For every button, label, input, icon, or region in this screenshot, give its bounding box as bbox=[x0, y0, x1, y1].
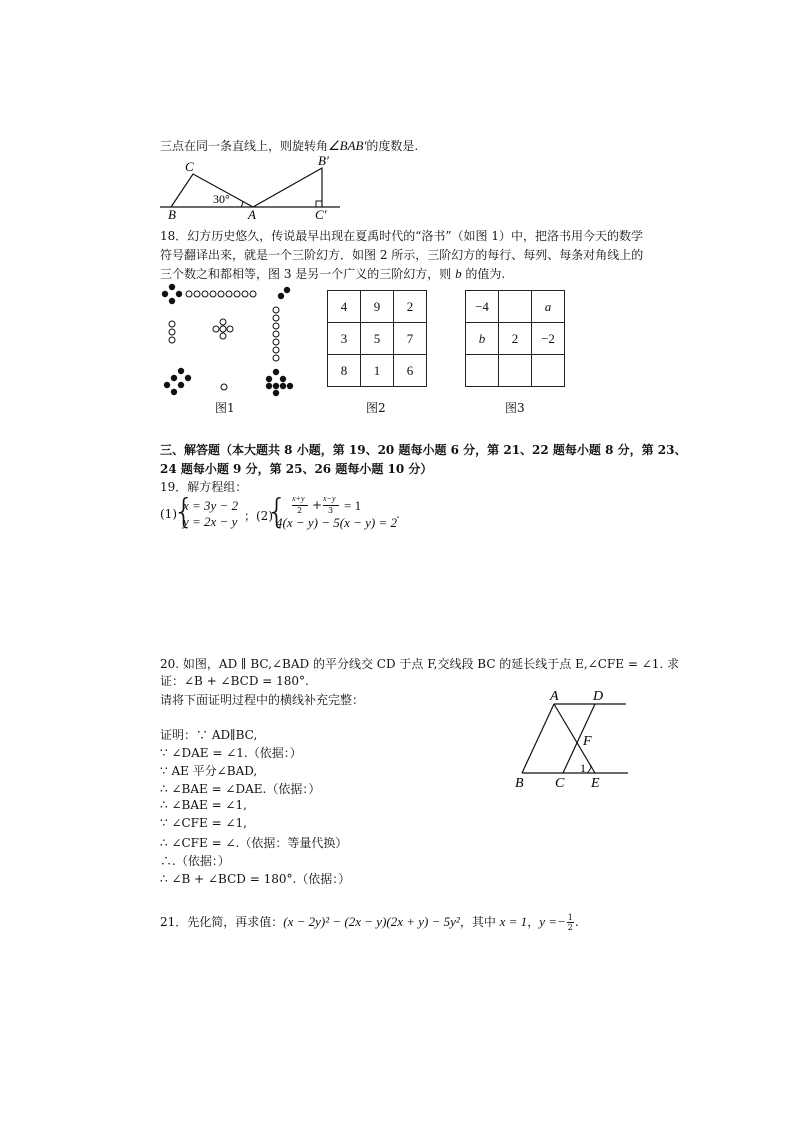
q20-line2: 证：∠B + ∠BCD = 180°. bbox=[160, 674, 309, 688]
q20-label-F: F bbox=[583, 734, 592, 749]
grid3-cell: b bbox=[466, 323, 499, 355]
grid3-cell bbox=[499, 291, 532, 323]
fig2-caption: 图2 bbox=[366, 401, 386, 415]
q18-line2: 符号翻译出来，就是一个三阶幻方．如图 2 所示，三阶幻方的每行、每列、每条对角线上的 bbox=[160, 248, 644, 262]
q19-brace2: { bbox=[266, 492, 288, 532]
q18-line3-post: 的值为. bbox=[461, 267, 506, 281]
q20-proof-0: 证明：∵ AD∥BC, bbox=[160, 728, 258, 742]
q17-angle-30: 30° bbox=[213, 192, 230, 206]
grid2-cell: 3 bbox=[328, 323, 361, 355]
q17-label-C-prime: C′ bbox=[315, 207, 327, 222]
q19-p1-eq1: x = 3y − 2 bbox=[183, 498, 239, 513]
fig1-caption: 图1 bbox=[215, 401, 235, 415]
q20-proof-4: ∴ ∠BAE = ∠1, bbox=[160, 798, 247, 812]
magic-square-fig3 bbox=[465, 290, 565, 387]
q20-label-E: E bbox=[591, 776, 600, 791]
grid3-cell: −2 bbox=[532, 323, 565, 355]
q20-label-B: B bbox=[515, 776, 524, 791]
q19-brace1: { bbox=[173, 492, 195, 532]
magic-square-fig2 bbox=[327, 290, 427, 387]
q21-frac-den: 2 bbox=[567, 923, 573, 932]
q21-expression: (x − 2y)² − (2x − y)(2x + y) − 5y² bbox=[283, 914, 460, 929]
section3-heading-line1: 三、解答题（本大题共 8 小题，第 19、20 题每小题 6 分，第 21、22 题每小题 8 分，第 23、 bbox=[160, 443, 687, 457]
q19-end: . bbox=[396, 507, 400, 521]
q17-label-B: B bbox=[168, 207, 176, 222]
q17-label-B-prime: B′ bbox=[318, 153, 329, 168]
section3-heading-line2: 24 题每小题 9 分，第 25、26 题每小题 10 分） bbox=[160, 462, 433, 476]
q19-separator: ；(2) bbox=[244, 509, 273, 523]
q17-figure bbox=[155, 150, 345, 222]
q20-label-C: C bbox=[555, 776, 565, 791]
q20-line3: 请将下面证明过程中的横线补充完整： bbox=[160, 693, 365, 707]
grid2-cell: 2 bbox=[394, 291, 427, 323]
q19-frac1-den: 2 bbox=[297, 506, 303, 515]
q18-var-b: b bbox=[455, 266, 462, 281]
q21-mid: ，其中 bbox=[459, 915, 500, 929]
grid2-cell: 9 bbox=[361, 291, 394, 323]
q17-label-C: C bbox=[185, 159, 194, 174]
grid3-cell: −4 bbox=[466, 291, 499, 323]
q19-frac1-num: x+y bbox=[292, 494, 305, 503]
luoshu-figure bbox=[155, 282, 305, 400]
q19-plus: + bbox=[312, 498, 323, 512]
q20-angle-1: 1 bbox=[580, 761, 586, 775]
q20-proof-6: ∴ ∠CFE = ∠.（依据：等量代换） bbox=[160, 836, 348, 850]
grid2-cell: 7 bbox=[394, 323, 427, 355]
grid3-cell: 2 bbox=[499, 323, 532, 355]
q17-text-post: 的度数是. bbox=[366, 139, 419, 153]
q18-line3 bbox=[160, 265, 505, 282]
fig3-caption: 图3 bbox=[505, 401, 525, 415]
q19-p2-eq1-rhs: = 1 bbox=[344, 498, 362, 513]
q21-frac-num: 1 bbox=[567, 913, 573, 922]
q20-proof-7: ∴.（依据：） bbox=[160, 854, 230, 868]
q21-comma: ， bbox=[527, 915, 540, 929]
q21-end: . bbox=[574, 915, 579, 929]
q20-label-A: A bbox=[550, 689, 559, 704]
q20-proof-2: ∵ AE 平分∠BAD, bbox=[160, 764, 258, 778]
q21-x-value: x = 1 bbox=[499, 914, 528, 929]
q20-proof-3: ∴ ∠BAE = ∠DAE.（依据：） bbox=[160, 782, 321, 796]
q17-label-A: A bbox=[248, 207, 256, 222]
q17-angle-label: ∠BAB′ bbox=[328, 138, 367, 153]
q20-label-D: D bbox=[593, 689, 604, 704]
grid3-cell: a bbox=[532, 291, 565, 323]
q19-p2-eq2: 4(x − y) − 5(x − y) = 2 bbox=[276, 515, 397, 530]
q18-line1: 18．幻方历史悠久，传说最早出现在夏禹时代的“洛书”（如图 1）中，把洛书用今天的数学 bbox=[160, 229, 643, 243]
q20-proof-8: ∴ ∠B + ∠BCD = 180°.（依据：） bbox=[160, 872, 351, 886]
q19-part1-label: (1) bbox=[160, 507, 177, 521]
q19-title: 19．解方程组： bbox=[160, 480, 248, 494]
q19-frac2-den: 3 bbox=[328, 506, 334, 515]
q19-frac2-num: x−y bbox=[323, 494, 336, 503]
q21-text-pre: 21．先化简，再求值： bbox=[160, 915, 284, 929]
grid3-cell bbox=[532, 355, 565, 387]
q20-line1: 20. 如图，AD ∥ BC,∠BAD 的平分线交 CD 于点 F,交线段 BC 的延长线于点 E,∠CFE = ∠1. 求 bbox=[160, 657, 680, 671]
q21-y-pre: y =− bbox=[539, 914, 566, 929]
q20-proof-1: ∵ ∠DAE = ∠1.（依据：） bbox=[160, 746, 302, 760]
q21-fraction bbox=[567, 913, 574, 932]
q19-p1-eq2: y = 2x − y bbox=[183, 514, 238, 529]
grid2-cell: 6 bbox=[394, 355, 427, 387]
grid2-cell: 4 bbox=[328, 291, 361, 323]
grid2-cell: 8 bbox=[328, 355, 361, 387]
q20-figure bbox=[505, 685, 635, 795]
grid3-cell bbox=[499, 355, 532, 387]
q21 bbox=[160, 913, 630, 939]
q17-text-pre: 三点在同一条直线上，则旋转角 bbox=[160, 139, 329, 153]
grid2-cell: 1 bbox=[361, 355, 394, 387]
q20-proof-5: ∵ ∠CFE = ∠1, bbox=[160, 816, 247, 830]
grid2-cell: 5 bbox=[361, 323, 394, 355]
q18-line3-pre: 三个数之和都相等，图 3 是另一个广义的三阶幻方，则 bbox=[160, 267, 456, 281]
grid3-cell bbox=[466, 355, 499, 387]
